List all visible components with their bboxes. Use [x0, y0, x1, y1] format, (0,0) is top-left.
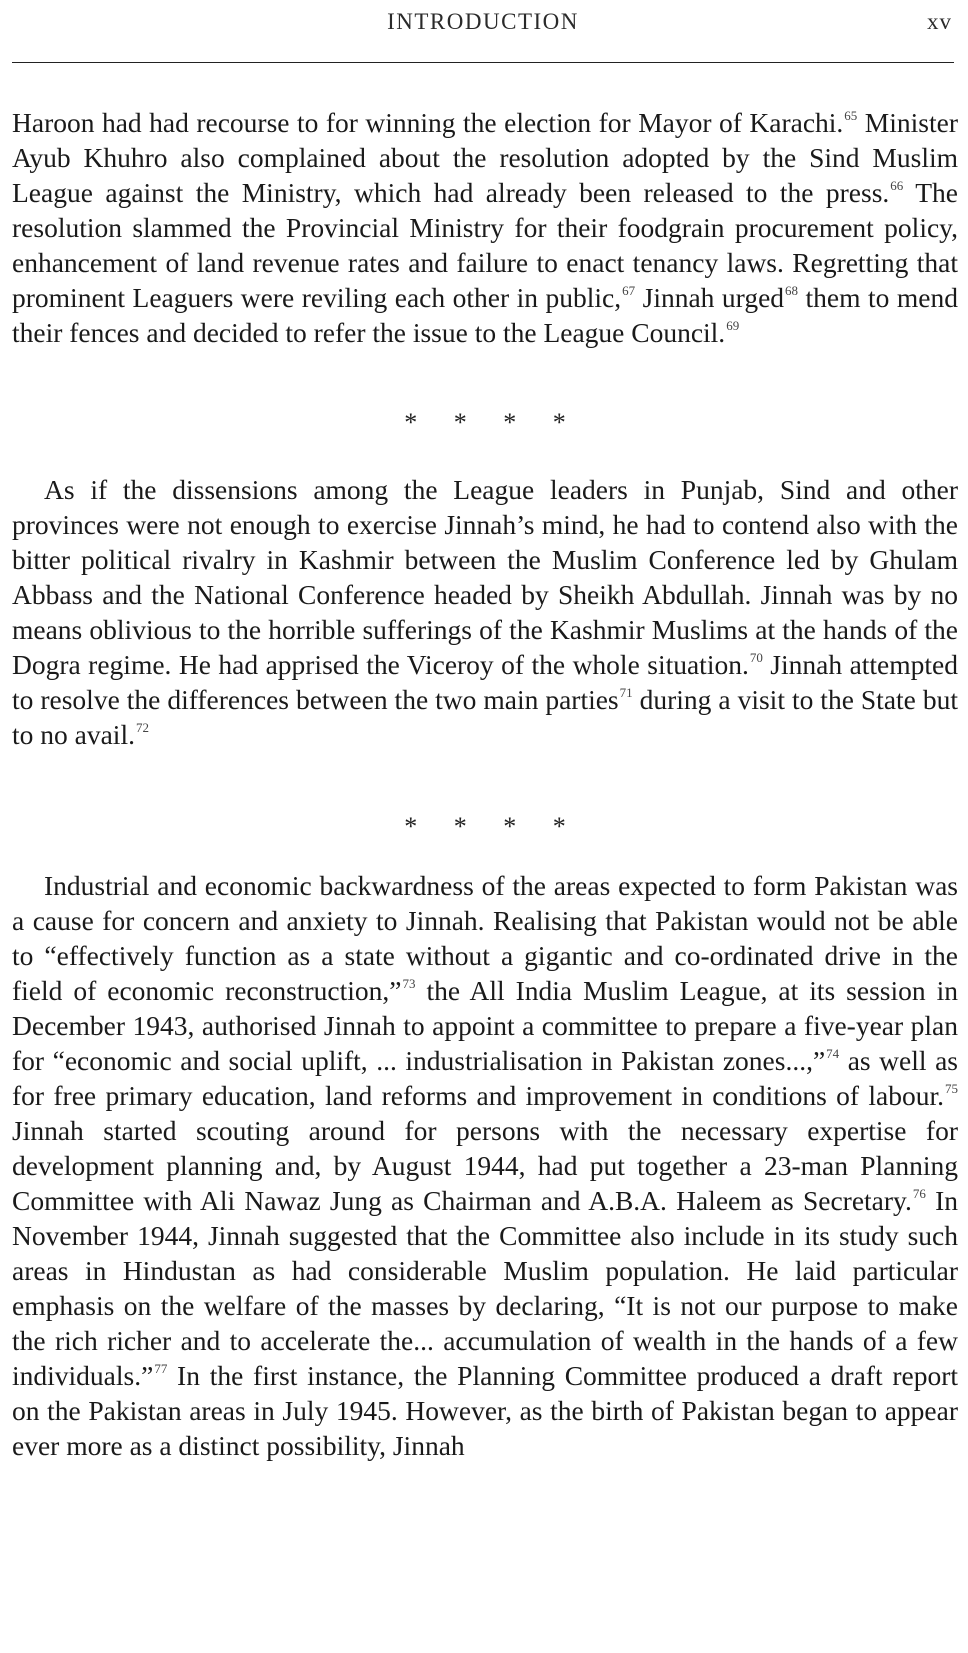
text-run: Jinnah urged: [635, 282, 785, 313]
footnote-marker: 73: [402, 976, 416, 991]
footnote-marker: 72: [135, 720, 149, 735]
footnote-marker: 66: [890, 178, 904, 193]
text-run: the All India Muslim League, at its session in December 1943, authorised Jinnah to appoint a committee to prepare a five-year plan for “economic and social uplift, ... industrialisation in Pakistan zones...,”: [12, 975, 958, 1076]
text-run: Haroon had had recourse to for winning the election for Mayor of Karachi.: [12, 107, 844, 138]
footnote-marker: 71: [619, 685, 633, 700]
text-run: In November 1944, Jinnah suggested that the Committee also include in its study such areas in Hindustan as had considerable Muslim population. He laid particular emphasis on the welfare of the masses by declaring, “It is not our purpose to make the rich richer and to accelerate the... accumulation of wealth in the hands of a few individuals.”: [12, 1185, 958, 1391]
footnote-marker: 65: [844, 108, 858, 123]
footnote-marker: 74: [826, 1046, 840, 1061]
paragraph-1: [12, 105, 958, 350]
paragraph-3: [12, 868, 958, 1463]
footnote-marker: 76: [912, 1186, 926, 1201]
text-run: them to mend their fences and decided to refer the issue to the League Council.: [12, 282, 958, 348]
footnote-marker: 69: [726, 318, 740, 333]
section-break-1: * * * *: [404, 408, 566, 437]
text-run: As if the dissensions among the League leaders in Punjab, Sind and other provinces were not enough to exercise Jinnah’s mind, he had to contend also with the bitter political rivalry in Kashmir between the Muslim Conference led by Ghulam Abbass and the National Conference headed by Sheikh Abdullah. Jinnah was by no means oblivious to the horrible sufferings of the Kashmir Muslims at the hands of the Dogra regime. He had apprised the Viceroy of the whole situation.: [12, 474, 958, 680]
text-run: In the first instance, the Planning Committee produced a draft report on the Pakistan areas in July 1945. However, as the birth of Pakistan began to appear ever more as a distinct possibility, Jinnah: [12, 1360, 958, 1461]
running-title: INTRODUCTION: [387, 9, 579, 34]
text-run: The resolution slammed the Provincial Ministry for their foodgrain procurement policy, enhancement of land revenue rates and failure to enact tenancy laws. Regretting that prominent Leaguers were reviling each other in public,: [12, 177, 958, 313]
text-run: Industrial and economic backwardness of the areas expected to form Pakistan was a cause for concern and anxiety to Jinnah. Realising that Pakistan would not be able to “effectively function as a state without a gigantic and co-ordinated drive in the field of economic reconstruction,”: [12, 870, 958, 1006]
section-break-2: * * * *: [404, 812, 566, 841]
text-run: during a visit to the State but to no avail.: [12, 684, 958, 750]
text-run: Jinnah attempted to resolve the differences between the two main parties: [12, 649, 958, 715]
paragraph-2: [12, 472, 958, 752]
body-text: [12, 63, 958, 1463]
text-run: Jinnah started scouting around for persons with the necessary expertise for development planning and, by August 1944, had put together a 23-man Planning Committee with Ali Nawaz Jung as Chairman and A.B.A. Haleem as Secretary.: [12, 1115, 958, 1216]
page-number: xv: [927, 9, 952, 34]
footnote-marker: 67: [622, 283, 636, 298]
footnote-marker: 75: [945, 1081, 958, 1096]
footnote-marker: 68: [785, 283, 799, 298]
text-run: as well as for free primary education, land reforms and improvement in conditions of labour.: [12, 1045, 958, 1111]
footnote-marker: 70: [749, 650, 763, 665]
text-run: Minister Ayub Khuhro also complained about the resolution adopted by the Sind Muslim League against the Ministry, which had already been released to the press.: [12, 107, 958, 208]
running-head: [12, 0, 954, 63]
footnote-marker: 77: [154, 1361, 168, 1376]
